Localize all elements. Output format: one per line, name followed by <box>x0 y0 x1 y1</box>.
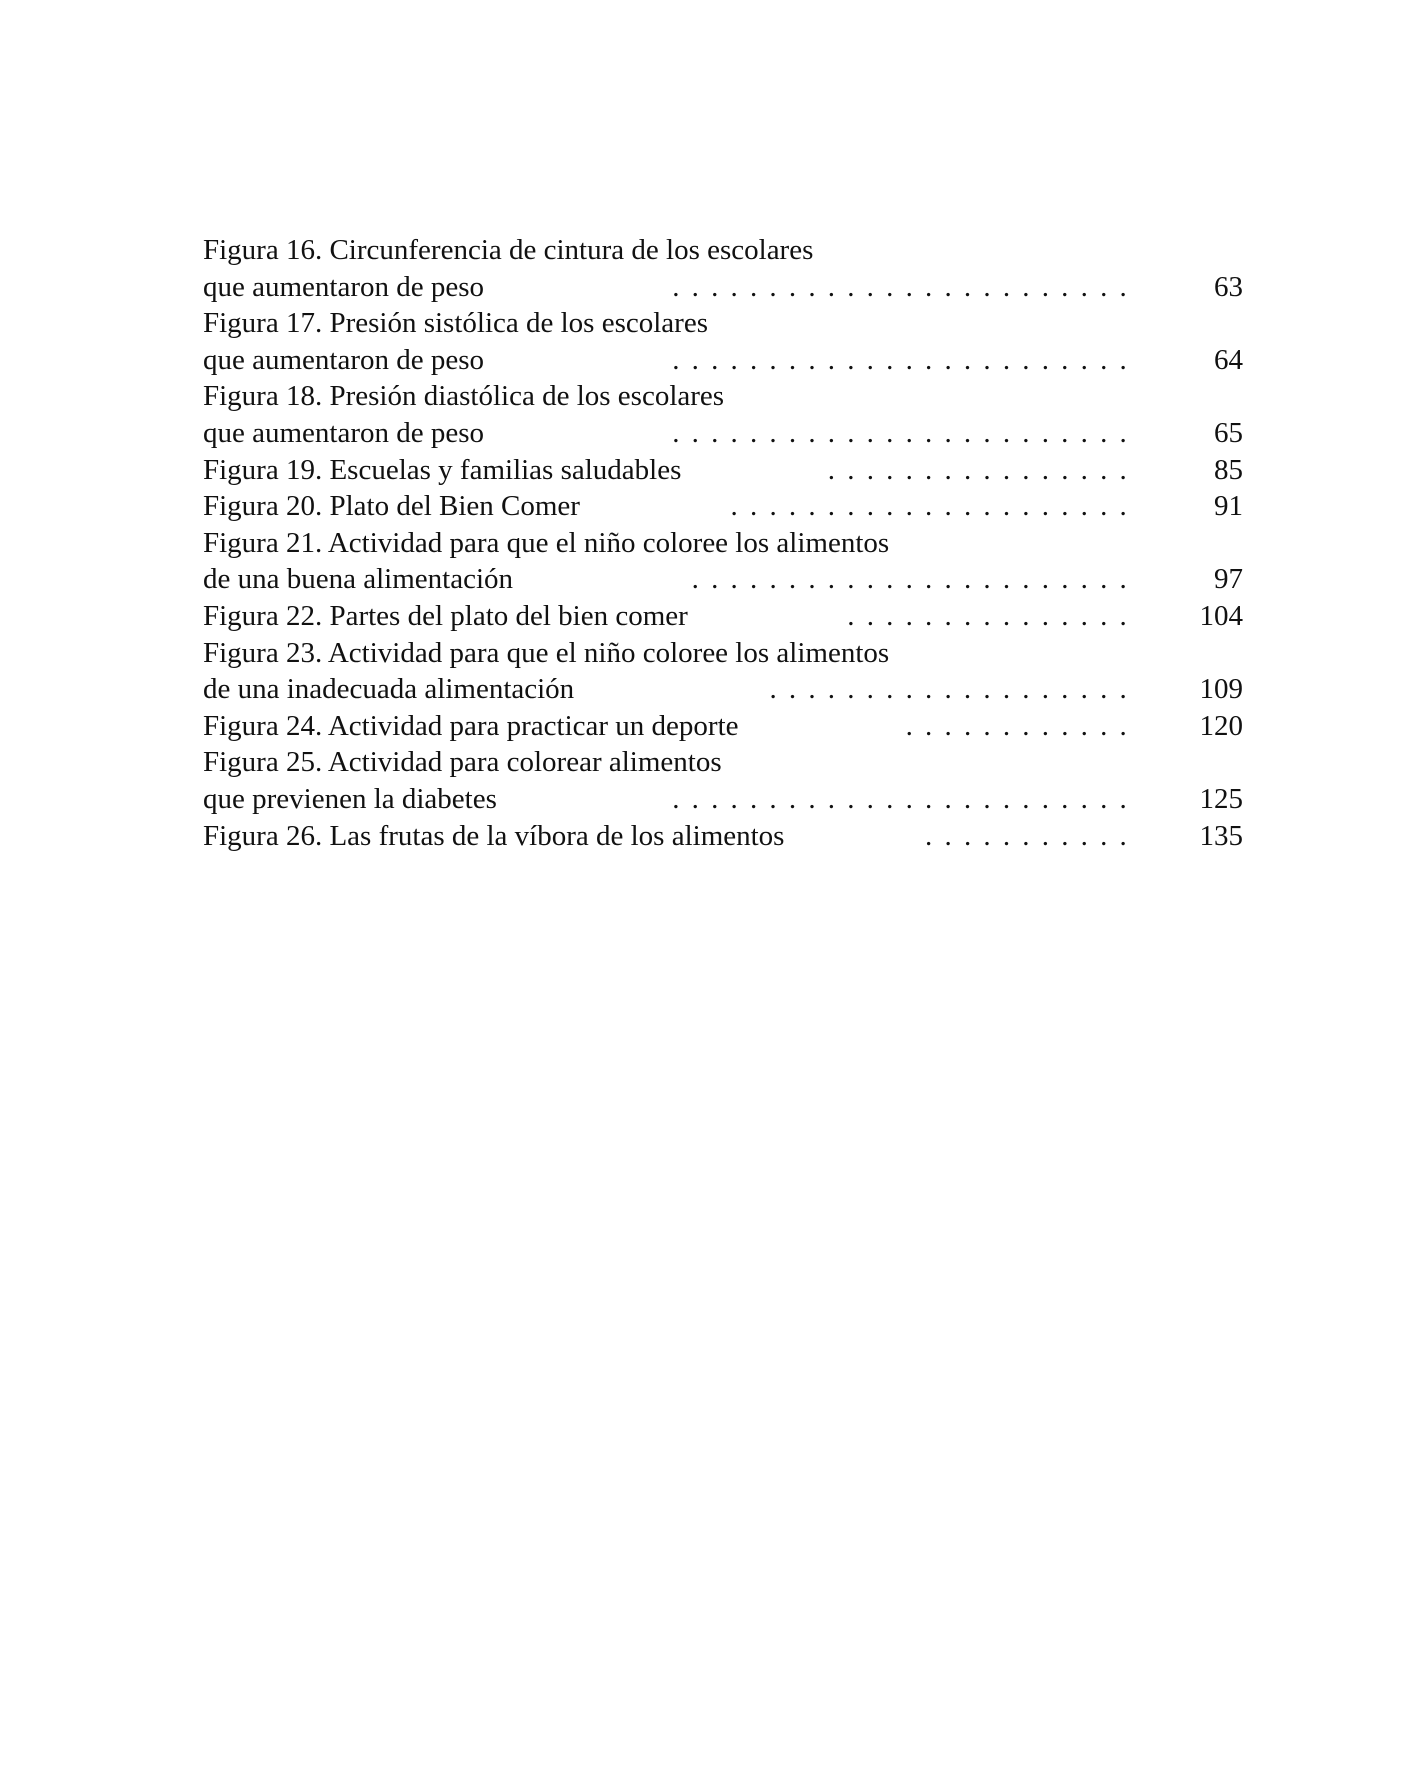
toc-line <box>203 635 1243 672</box>
toc-entry-title-continued: que aumentaron de peso <box>203 343 485 376</box>
toc-entry-title-continued: de una buena alimentación <box>203 563 514 596</box>
toc-entry-title: Figura 25. Actividad para colorear alimentos <box>203 746 722 779</box>
toc-entry-title: Figura 23. Actividad para que el niño coloree los alimentos <box>203 636 890 669</box>
toc-entry <box>203 635 1243 708</box>
toc-page-number: 65 <box>1214 416 1243 449</box>
toc-entry-title: Figura 22. Partes del plato del bien comer <box>203 599 688 632</box>
dot-leader: ........... <box>925 819 1139 852</box>
toc-entry-title: Figura 16. Circunferencia de cintura de los escolares <box>203 234 814 266</box>
toc-line <box>203 561 1243 598</box>
toc-entry-title-continued: que aumentaron de peso <box>203 270 485 303</box>
toc-entry <box>203 232 1243 305</box>
toc-line <box>203 818 1243 855</box>
toc-page-number: 125 <box>1199 782 1243 815</box>
toc-line <box>203 378 1243 415</box>
dot-leader: ........................ <box>672 343 1139 376</box>
list-of-figures <box>203 232 1243 854</box>
toc-line <box>203 598 1243 635</box>
toc-entry <box>203 708 1243 745</box>
toc-entry <box>203 305 1243 378</box>
toc-entry <box>203 598 1243 635</box>
toc-entry <box>203 525 1243 598</box>
dot-leader: ..................... <box>730 490 1139 523</box>
toc-line <box>203 415 1243 452</box>
toc-line <box>203 708 1243 745</box>
toc-line <box>203 232 1243 269</box>
toc-entry <box>203 488 1243 525</box>
dot-leader: ....................... <box>691 563 1139 596</box>
toc-page-number: 120 <box>1199 709 1243 742</box>
toc-line <box>203 342 1243 379</box>
toc-line <box>203 744 1243 781</box>
toc-line <box>203 305 1243 342</box>
toc-entry-title: Figura 21. Actividad para que el niño coloree los alimentos <box>203 526 890 559</box>
toc-line <box>203 671 1243 708</box>
toc-entry <box>203 744 1243 817</box>
toc-line <box>203 269 1243 306</box>
toc-page-number: 63 <box>1214 270 1243 303</box>
toc-line <box>203 525 1243 562</box>
toc-entry-title-continued: de una inadecuada alimentación <box>203 673 575 706</box>
toc-entry <box>203 818 1243 855</box>
dot-leader: ................... <box>769 673 1139 706</box>
toc-line <box>203 781 1243 818</box>
toc-line <box>203 488 1243 525</box>
dot-leader: ........................ <box>672 782 1139 815</box>
dot-leader: ............ <box>905 709 1139 742</box>
toc-page-number: 91 <box>1214 490 1243 523</box>
toc-page-number: 64 <box>1214 343 1243 376</box>
toc-entry <box>203 452 1243 489</box>
toc-page-number: 135 <box>1199 819 1243 852</box>
toc-page-number: 97 <box>1214 563 1243 596</box>
toc-entry <box>203 378 1243 451</box>
toc-page-number: 109 <box>1199 673 1243 706</box>
toc-line <box>203 452 1243 489</box>
dot-leader: ................ <box>827 453 1139 486</box>
dot-leader: ............... <box>847 599 1139 632</box>
dot-leader: ........................ <box>672 270 1139 303</box>
toc-entry-title: Figura 19. Escuelas y familias saludables <box>203 453 682 486</box>
toc-page-number: 85 <box>1214 453 1243 486</box>
toc-entry-title: Figura 24. Actividad para practicar un deporte <box>203 709 739 742</box>
toc-entry-title-continued: que previenen la diabetes <box>203 782 497 815</box>
toc-entry-title: Figura 20. Plato del Bien Comer <box>203 490 580 523</box>
toc-page-number: 104 <box>1199 599 1243 632</box>
toc-entry-title: Figura 26. Las frutas de la víbora de los alimentos <box>203 819 785 852</box>
toc-entry-title: Figura 17. Presión sistólica de los escolares <box>203 307 708 340</box>
toc-entry-title-continued: que aumentaron de peso <box>203 416 485 449</box>
toc-entry-title: Figura 18. Presión diastólica de los escolares <box>203 380 725 413</box>
dot-leader: ........................ <box>672 416 1139 449</box>
